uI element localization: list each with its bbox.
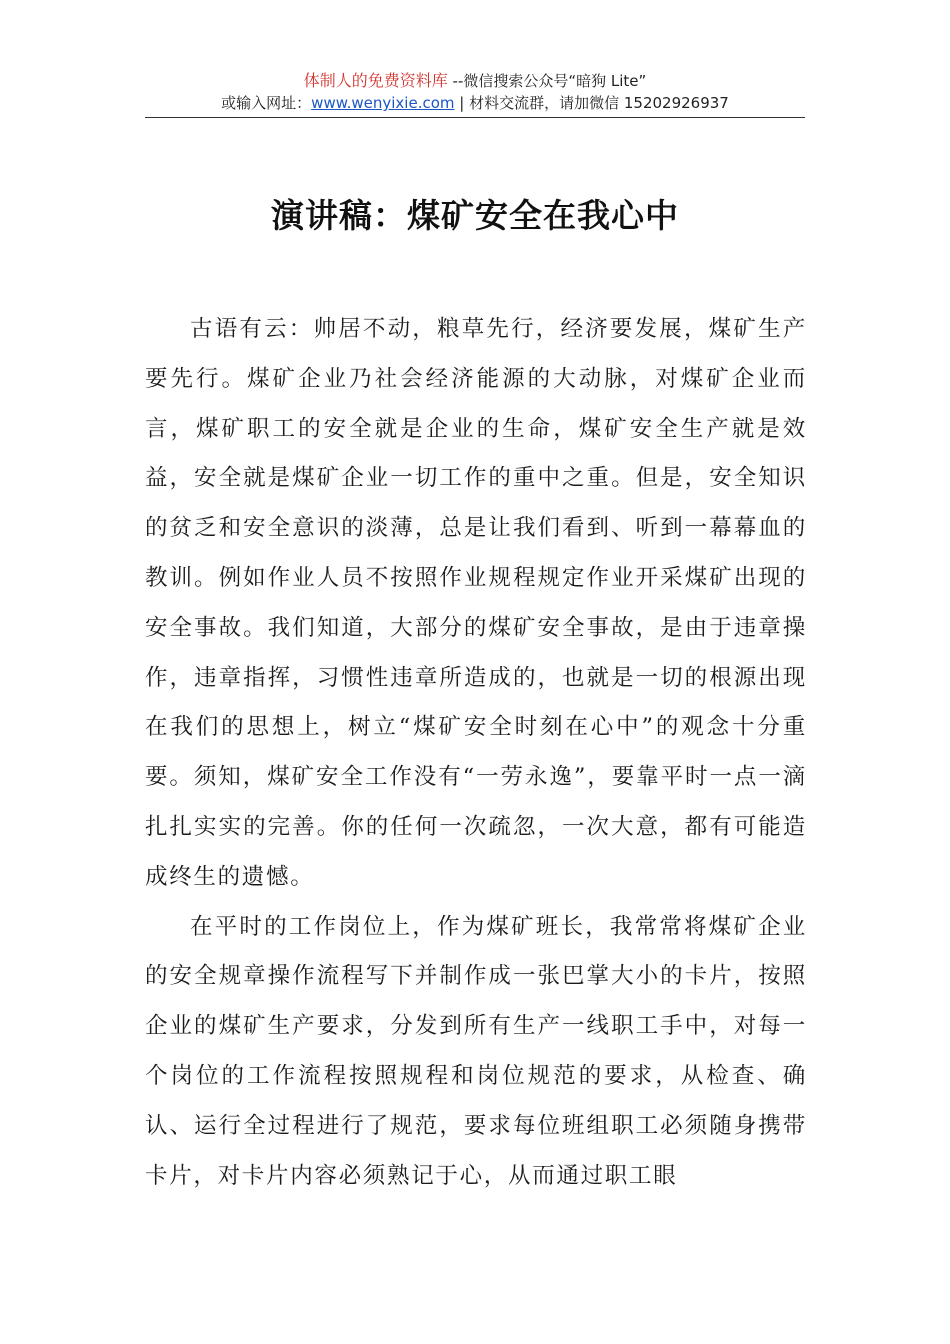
header-separator: | — [454, 94, 470, 112]
header-line-2 — [145, 92, 805, 114]
paragraph: 古语有云：帅居不动，粮草先行，经济要发展，煤矿生产要先行。煤矿企业乃社会经济能源的大动脉，对煤矿企业而言，煤矿职工的安全就是企业的生命，煤矿安全生产就是效益，安全就是煤矿企业一切工作的重中之重。但是，安全知识的贫乏和安全意识的淡薄，总是让我们看到、听到一幕幕血的教训。例如作业人员不按照作业规程规定作业开采煤矿出现的安全事故。我们知道，大部分的煤矿安全事故，是由于违章操作，违章指挥，习惯性违章所造成的，也就是一切的根源出现在我们的思想上，树立“煤矿安全时刻在心中”的观念十分重要。须知，煤矿安全工作没有“一劳永逸”，要靠平时一点一滴扎扎实实的完善。你的任何一次疏忽，一次大意，都有可能造成终生的遗憾。 — [145, 316, 807, 890]
document-body — [145, 305, 807, 1201]
header-tagline: --微信搜索公众号“暗狗 Lite” — [447, 72, 647, 90]
contact-info: 材料交流群，请加微信 15202926937 — [469, 94, 729, 112]
document-title: 演讲稿：煤矿安全在我心中 — [271, 196, 679, 235]
header-divider — [145, 117, 805, 118]
brand-name: 体制人的免费资料库 — [303, 71, 448, 90]
page-header — [145, 70, 805, 114]
website-link[interactable]: www.wenyixie.com — [311, 94, 455, 112]
paragraph: 在平时的工作岗位上，作为煤矿班长，我常常将煤矿企业的安全规章操作流程写下并制作成一张巴掌大小的卡片，按照企业的煤矿生产要求，分发到所有生产一线职工手中，对每一个岗位的工作流程按照规程和岗位规范的要求，从检查、确认、运行全过程进行了规范，要求每位班组职工必须随身携带卡片，对卡片内容必须熟记于心，从而通过职工眼 — [145, 913, 807, 1189]
url-prefix: 或输入网址： — [221, 94, 312, 112]
header-line-1 — [145, 70, 805, 92]
